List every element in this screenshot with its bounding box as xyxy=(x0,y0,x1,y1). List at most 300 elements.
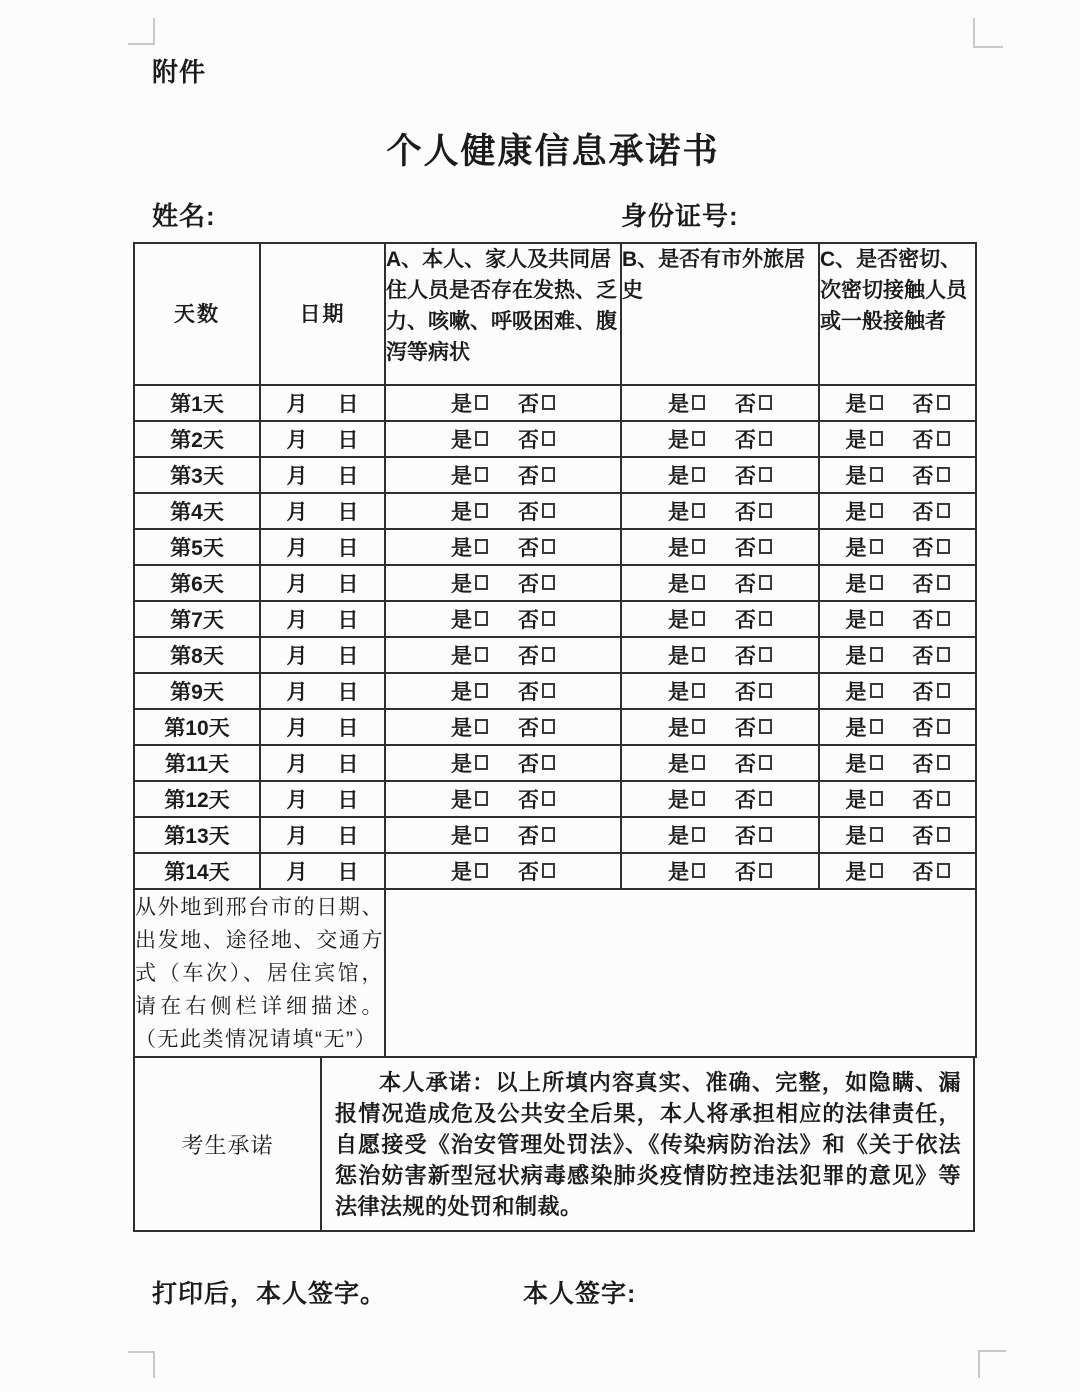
table-row xyxy=(134,853,976,889)
header-travel-history: B、是否有市外旅居史 xyxy=(621,243,819,385)
yes-option: 是 xyxy=(668,676,705,706)
symptom-choice-cell xyxy=(385,745,621,781)
id-number-field-label: 身份证号: xyxy=(621,201,739,231)
no-option: 否 xyxy=(518,748,555,778)
crop-mark-bottom-right-icon xyxy=(978,1350,1006,1378)
yes-checkbox-icon xyxy=(870,647,883,662)
no-checkbox-icon xyxy=(542,719,555,734)
no-checkbox-icon xyxy=(759,719,772,734)
no-checkbox-icon xyxy=(937,683,950,698)
yes-option: 是 xyxy=(846,712,883,742)
yes-checkbox-icon xyxy=(475,827,488,842)
yes-option: 是 xyxy=(668,784,705,814)
no-option: 否 xyxy=(518,604,555,634)
yes-checkbox-icon xyxy=(870,719,883,734)
yes-checkbox-icon xyxy=(692,395,705,410)
no-option: 否 xyxy=(518,640,555,670)
header-date: 日期 xyxy=(260,243,385,385)
symptom-choice-cell xyxy=(385,817,621,853)
symptom-choice-cell xyxy=(385,601,621,637)
name-field-label: 姓名: xyxy=(152,201,216,231)
no-option: 否 xyxy=(518,460,555,490)
no-option: 否 xyxy=(913,856,950,886)
contact-choice-cell xyxy=(819,421,976,457)
symptom-choice-cell xyxy=(385,637,621,673)
yes-option: 是 xyxy=(846,856,883,886)
yes-option: 是 xyxy=(451,388,488,418)
date-cell xyxy=(260,493,385,529)
travel-choice-cell xyxy=(621,385,819,421)
yes-checkbox-icon xyxy=(475,539,488,554)
no-checkbox-icon xyxy=(542,863,555,878)
yes-checkbox-icon xyxy=(692,467,705,482)
month-label: 月 xyxy=(286,789,308,812)
yes-checkbox-icon xyxy=(870,755,883,770)
no-checkbox-icon xyxy=(542,503,555,518)
no-option: 否 xyxy=(518,820,555,850)
no-option: 否 xyxy=(735,532,772,562)
date-cell xyxy=(260,457,385,493)
no-checkbox-icon xyxy=(759,503,772,518)
yes-option: 是 xyxy=(451,424,488,454)
yes-option: 是 xyxy=(668,856,705,886)
yes-checkbox-icon xyxy=(692,575,705,590)
no-option: 否 xyxy=(518,856,555,886)
no-option: 否 xyxy=(735,640,772,670)
no-option: 否 xyxy=(913,604,950,634)
symptom-choice-cell xyxy=(385,493,621,529)
yes-option: 是 xyxy=(668,424,705,454)
no-checkbox-icon xyxy=(542,647,555,662)
table-row xyxy=(134,385,976,421)
yes-checkbox-icon xyxy=(870,539,883,554)
no-option: 否 xyxy=(913,460,950,490)
day-unit-label: 日 xyxy=(337,645,359,668)
yes-checkbox-icon xyxy=(692,683,705,698)
day-unit-label: 日 xyxy=(337,537,359,560)
yes-checkbox-icon xyxy=(870,683,883,698)
month-label: 月 xyxy=(286,717,308,740)
yes-checkbox-icon xyxy=(475,719,488,734)
crop-mark-bottom-left-icon xyxy=(128,1351,155,1378)
health-table xyxy=(133,242,975,1232)
date-cell xyxy=(260,853,385,889)
yes-checkbox-icon xyxy=(692,611,705,626)
day-unit-label: 日 xyxy=(337,717,359,740)
no-checkbox-icon xyxy=(759,683,772,698)
yes-option: 是 xyxy=(451,460,488,490)
day-unit-label: 日 xyxy=(337,465,359,488)
yes-option: 是 xyxy=(451,568,488,598)
date-cell xyxy=(260,529,385,565)
no-checkbox-icon xyxy=(937,755,950,770)
travel-choice-cell xyxy=(621,565,819,601)
crop-mark-top-left-icon xyxy=(128,18,155,45)
yes-option: 是 xyxy=(668,712,705,742)
yes-checkbox-icon xyxy=(475,863,488,878)
yes-checkbox-icon xyxy=(692,539,705,554)
yes-option: 是 xyxy=(668,604,705,634)
contact-choice-cell xyxy=(819,817,976,853)
day-unit-label: 日 xyxy=(337,393,359,416)
contact-choice-cell xyxy=(819,457,976,493)
yes-option: 是 xyxy=(668,820,705,850)
yes-checkbox-icon xyxy=(692,431,705,446)
travel-choice-cell xyxy=(621,745,819,781)
no-checkbox-icon xyxy=(937,395,950,410)
travel-detail-blank-cell xyxy=(385,889,976,1057)
yes-checkbox-icon xyxy=(692,647,705,662)
symptom-choice-cell xyxy=(385,565,621,601)
no-option: 否 xyxy=(735,388,772,418)
date-cell xyxy=(260,673,385,709)
no-option: 否 xyxy=(913,496,950,526)
no-checkbox-icon xyxy=(937,539,950,554)
no-checkbox-icon xyxy=(542,683,555,698)
commitment-text: 本人承诺：以上所填内容真实、准确、完整，如隐瞒、漏报情况造成危及公共安全后果，本人将承担相应的法律责任，自愿接受《治安管理处罚法》、《传染病防治法》和《关于依法惩治妨害新型冠状病毒感染肺炎疫情防控违法犯罪的意见》等法律法规的处罚和制裁。 xyxy=(335,1070,961,1219)
no-option: 否 xyxy=(913,424,950,454)
no-option: 否 xyxy=(913,820,950,850)
no-checkbox-icon xyxy=(937,791,950,806)
yes-option: 是 xyxy=(846,460,883,490)
day-cell xyxy=(134,673,260,709)
yes-option: 是 xyxy=(451,784,488,814)
table-row xyxy=(134,565,976,601)
contact-choice-cell xyxy=(819,781,976,817)
yes-option: 是 xyxy=(846,748,883,778)
contact-choice-cell xyxy=(819,853,976,889)
no-checkbox-icon xyxy=(937,719,950,734)
day-label: 第10天 xyxy=(164,717,230,740)
day-label: 第9天 xyxy=(170,681,224,704)
no-checkbox-icon xyxy=(759,575,772,590)
yes-checkbox-icon xyxy=(870,467,883,482)
table-row xyxy=(134,421,976,457)
symptom-choice-cell xyxy=(385,853,621,889)
no-checkbox-icon xyxy=(542,791,555,806)
name-id-line xyxy=(0,196,1080,230)
day-label: 第5天 xyxy=(170,537,224,560)
yes-checkbox-icon xyxy=(475,755,488,770)
no-checkbox-icon xyxy=(542,575,555,590)
yes-option: 是 xyxy=(846,496,883,526)
yes-option: 是 xyxy=(846,388,883,418)
day-cell xyxy=(134,601,260,637)
day-label: 第3天 xyxy=(170,465,224,488)
contact-choice-cell xyxy=(819,637,976,673)
no-checkbox-icon xyxy=(759,863,772,878)
travel-choice-cell xyxy=(621,601,819,637)
no-option: 否 xyxy=(735,424,772,454)
no-option: 否 xyxy=(735,784,772,814)
yes-option: 是 xyxy=(846,424,883,454)
contact-choice-cell xyxy=(819,529,976,565)
no-checkbox-icon xyxy=(937,827,950,842)
no-option: 否 xyxy=(913,532,950,562)
date-cell xyxy=(260,781,385,817)
contact-choice-cell xyxy=(819,745,976,781)
contact-choice-cell xyxy=(819,493,976,529)
no-option: 否 xyxy=(518,424,555,454)
yes-option: 是 xyxy=(846,604,883,634)
travel-choice-cell xyxy=(621,637,819,673)
month-label: 月 xyxy=(286,573,308,596)
yes-checkbox-icon xyxy=(870,791,883,806)
yes-checkbox-icon xyxy=(475,431,488,446)
no-option: 否 xyxy=(518,712,555,742)
day-cell xyxy=(134,457,260,493)
day-unit-label: 日 xyxy=(337,501,359,524)
contact-choice-cell xyxy=(819,673,976,709)
table-header-row xyxy=(134,243,976,385)
signature-field-label: 本人签字: xyxy=(523,1280,637,1308)
day-label: 第7天 xyxy=(170,609,224,632)
yes-checkbox-icon xyxy=(475,611,488,626)
no-checkbox-icon xyxy=(759,467,772,482)
travel-note-row xyxy=(134,889,976,1057)
yes-option: 是 xyxy=(451,856,488,886)
no-checkbox-icon xyxy=(542,431,555,446)
no-option: 否 xyxy=(913,784,950,814)
yes-checkbox-icon xyxy=(870,575,883,590)
no-option: 否 xyxy=(735,748,772,778)
attachment-label: 附件 xyxy=(152,57,207,87)
day-unit-label: 日 xyxy=(337,681,359,704)
yes-option: 是 xyxy=(846,640,883,670)
no-option: 否 xyxy=(518,568,555,598)
day-label: 第6天 xyxy=(170,573,224,596)
yes-option: 是 xyxy=(451,604,488,634)
no-option: 否 xyxy=(913,712,950,742)
table-row xyxy=(134,529,976,565)
no-option: 否 xyxy=(518,784,555,814)
yes-checkbox-icon xyxy=(475,683,488,698)
yes-checkbox-icon xyxy=(692,503,705,518)
crop-mark-top-right-icon xyxy=(973,18,1003,48)
travel-choice-cell xyxy=(621,853,819,889)
day-label: 第14天 xyxy=(164,861,230,884)
symptom-choice-cell xyxy=(385,709,621,745)
yes-checkbox-icon xyxy=(692,827,705,842)
yes-checkbox-icon xyxy=(475,395,488,410)
day-cell xyxy=(134,817,260,853)
month-label: 月 xyxy=(286,609,308,632)
travel-choice-cell xyxy=(621,709,819,745)
day-cell xyxy=(134,421,260,457)
yes-checkbox-icon xyxy=(870,503,883,518)
no-checkbox-icon xyxy=(759,395,772,410)
day-unit-label: 日 xyxy=(337,609,359,632)
symptom-choice-cell xyxy=(385,385,621,421)
yes-option: 是 xyxy=(846,820,883,850)
yes-option: 是 xyxy=(846,784,883,814)
no-option: 否 xyxy=(735,568,772,598)
travel-choice-cell xyxy=(621,457,819,493)
month-label: 月 xyxy=(286,861,308,884)
date-cell xyxy=(260,637,385,673)
day-cell xyxy=(134,781,260,817)
no-option: 否 xyxy=(735,460,772,490)
day-cell xyxy=(134,745,260,781)
no-checkbox-icon xyxy=(937,503,950,518)
yes-option: 是 xyxy=(451,496,488,526)
day-label: 第8天 xyxy=(170,645,224,668)
month-label: 月 xyxy=(286,465,308,488)
travel-note-text: 从外地到邢台市的日期、出发地、途径地、交通方式（车次）、居住宾馆，请在右侧栏详细描述。（无此类情况请填“无”） xyxy=(134,889,385,1057)
footer-line xyxy=(0,1274,1080,1310)
no-option: 否 xyxy=(913,568,950,598)
day-cell xyxy=(134,709,260,745)
yes-checkbox-icon xyxy=(475,791,488,806)
yes-checkbox-icon xyxy=(692,755,705,770)
yes-checkbox-icon xyxy=(870,395,883,410)
table-row xyxy=(134,781,976,817)
yes-checkbox-icon xyxy=(870,611,883,626)
day-label: 第13天 xyxy=(164,825,230,848)
no-option: 否 xyxy=(518,496,555,526)
table-row xyxy=(134,709,976,745)
no-checkbox-icon xyxy=(937,467,950,482)
yes-checkbox-icon xyxy=(475,467,488,482)
no-checkbox-icon xyxy=(759,431,772,446)
month-label: 月 xyxy=(286,753,308,776)
date-cell xyxy=(260,709,385,745)
no-checkbox-icon xyxy=(759,647,772,662)
yes-option: 是 xyxy=(668,532,705,562)
travel-choice-cell xyxy=(621,781,819,817)
date-cell xyxy=(260,817,385,853)
yes-option: 是 xyxy=(668,388,705,418)
table-row xyxy=(134,673,976,709)
yes-option: 是 xyxy=(451,640,488,670)
day-cell xyxy=(134,565,260,601)
no-checkbox-icon xyxy=(542,395,555,410)
no-option: 否 xyxy=(735,676,772,706)
no-checkbox-icon xyxy=(542,827,555,842)
yes-option: 是 xyxy=(451,676,488,706)
day-cell xyxy=(134,385,260,421)
day-label: 第2天 xyxy=(170,429,224,452)
yes-option: 是 xyxy=(668,568,705,598)
yes-checkbox-icon xyxy=(870,827,883,842)
yes-option: 是 xyxy=(451,820,488,850)
month-label: 月 xyxy=(286,501,308,524)
no-checkbox-icon xyxy=(542,611,555,626)
yes-option: 是 xyxy=(668,460,705,490)
contact-choice-cell xyxy=(819,565,976,601)
yes-checkbox-icon xyxy=(692,863,705,878)
yes-checkbox-icon xyxy=(475,575,488,590)
no-checkbox-icon xyxy=(759,611,772,626)
yes-option: 是 xyxy=(668,496,705,526)
day-label: 第12天 xyxy=(164,789,230,812)
header-close-contact: C、是否密切、次密切接触人员或一般接触者 xyxy=(819,243,976,385)
no-option: 否 xyxy=(735,496,772,526)
travel-choice-cell xyxy=(621,673,819,709)
symptom-choice-cell xyxy=(385,673,621,709)
table-row xyxy=(134,601,976,637)
no-checkbox-icon xyxy=(937,863,950,878)
table-row xyxy=(134,817,976,853)
commitment-row xyxy=(133,1058,975,1232)
no-checkbox-icon xyxy=(759,539,772,554)
day-label: 第11天 xyxy=(164,753,230,776)
no-checkbox-icon xyxy=(542,755,555,770)
contact-choice-cell xyxy=(819,709,976,745)
month-label: 月 xyxy=(286,645,308,668)
table-row xyxy=(134,493,976,529)
day-label: 第4天 xyxy=(170,501,224,524)
yes-option: 是 xyxy=(846,676,883,706)
yes-option: 是 xyxy=(451,532,488,562)
no-option: 否 xyxy=(913,748,950,778)
header-symptoms: A、本人、家人及共同居住人员是否存在发热、乏力、咳嗽、呼吸困难、腹泻等病状 xyxy=(385,243,621,385)
day-unit-label: 日 xyxy=(337,825,359,848)
no-checkbox-icon xyxy=(937,431,950,446)
day-unit-label: 日 xyxy=(337,753,359,776)
yes-checkbox-icon xyxy=(692,719,705,734)
yes-option: 是 xyxy=(846,532,883,562)
yes-option: 是 xyxy=(451,748,488,778)
travel-choice-cell xyxy=(621,421,819,457)
yes-option: 是 xyxy=(451,712,488,742)
travel-choice-cell xyxy=(621,493,819,529)
no-option: 否 xyxy=(518,388,555,418)
day-unit-label: 日 xyxy=(337,861,359,884)
contact-choice-cell xyxy=(819,385,976,421)
month-label: 月 xyxy=(286,681,308,704)
date-cell xyxy=(260,601,385,637)
no-option: 否 xyxy=(735,856,772,886)
no-checkbox-icon xyxy=(759,827,772,842)
symptom-choice-cell xyxy=(385,421,621,457)
day-cell xyxy=(134,853,260,889)
commitment-label-cell: 考生承诺 xyxy=(135,1058,322,1230)
date-cell xyxy=(260,745,385,781)
day-unit-label: 日 xyxy=(337,789,359,812)
no-checkbox-icon xyxy=(937,647,950,662)
no-option: 否 xyxy=(913,676,950,706)
yes-checkbox-icon xyxy=(475,503,488,518)
no-option: 否 xyxy=(518,532,555,562)
header-days: 天数 xyxy=(134,243,260,385)
yes-checkbox-icon xyxy=(870,431,883,446)
day-cell xyxy=(134,493,260,529)
travel-choice-cell xyxy=(621,529,819,565)
no-option: 否 xyxy=(735,712,772,742)
month-label: 月 xyxy=(286,393,308,416)
no-checkbox-icon xyxy=(759,791,772,806)
travel-choice-cell xyxy=(621,817,819,853)
day-unit-label: 日 xyxy=(337,429,359,452)
day-cell xyxy=(134,637,260,673)
no-checkbox-icon xyxy=(937,575,950,590)
month-label: 月 xyxy=(286,429,308,452)
month-label: 月 xyxy=(286,537,308,560)
page-title: 个人健康信息承诺书 xyxy=(386,132,720,171)
table-row xyxy=(134,637,976,673)
symptom-choice-cell xyxy=(385,781,621,817)
print-note-label: 打印后，本人签字。 xyxy=(152,1280,387,1308)
yes-checkbox-icon xyxy=(692,791,705,806)
yes-checkbox-icon xyxy=(475,647,488,662)
month-label: 月 xyxy=(286,825,308,848)
no-option: 否 xyxy=(735,820,772,850)
day-cell xyxy=(134,529,260,565)
no-checkbox-icon xyxy=(542,539,555,554)
symptom-choice-cell xyxy=(385,529,621,565)
yes-option: 是 xyxy=(668,748,705,778)
